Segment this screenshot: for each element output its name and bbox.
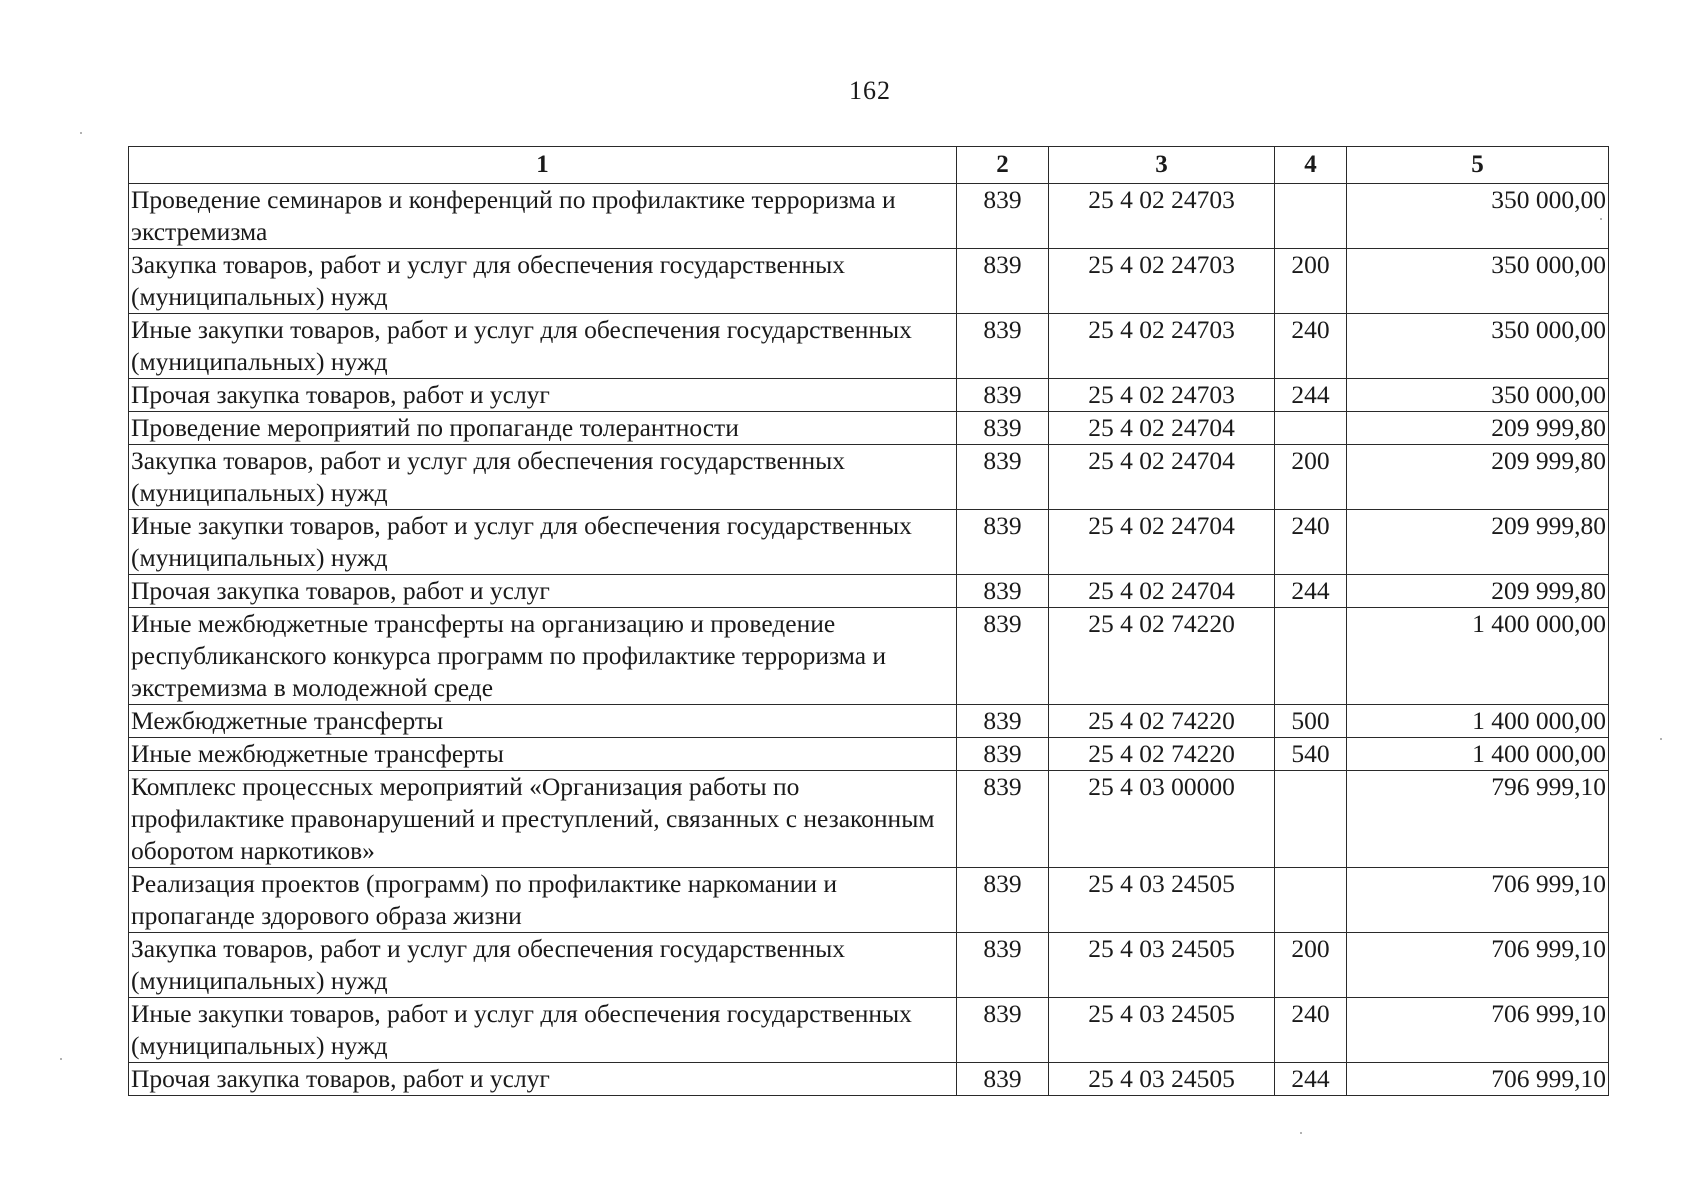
row-expense-type-cell: 240 [1275,314,1347,379]
table-row [129,1063,1609,1096]
table-row [129,184,1609,249]
row-sum-cell: 350 000,00 [1347,314,1609,379]
table-row [129,379,1609,412]
row-name-cell: Закупка товаров, работ и услуг для обеспечения государственных (муниципальных) нужд [129,249,957,314]
row-admin-code-cell: 839 [957,510,1049,575]
row-expense-type-cell: 200 [1275,445,1347,510]
table-row [129,445,1609,510]
row-expense-type-cell: 200 [1275,249,1347,314]
row-admin-code-cell: 839 [957,1063,1049,1096]
row-target-code-cell: 25 4 02 74220 [1049,705,1275,738]
scan-speck [60,1058,62,1060]
row-target-code-cell: 25 4 03 24505 [1049,933,1275,998]
row-name-cell: Прочая закупка товаров, работ и услуг [129,575,957,608]
budget-table [128,146,1609,1096]
row-target-code-cell: 25 4 02 24703 [1049,379,1275,412]
row-admin-code-cell: 839 [957,868,1049,933]
row-name-cell: Иные закупки товаров, работ и услуг для обеспечения государственных (муниципальных) нужд [129,998,957,1063]
row-sum-cell: 1 400 000,00 [1347,738,1609,771]
row-admin-code-cell: 839 [957,933,1049,998]
table-row [129,249,1609,314]
row-name-cell: Прочая закупка товаров, работ и услуг [129,379,957,412]
row-name-cell: Закупка товаров, работ и услуг для обеспечения государственных (муниципальных) нужд [129,933,957,998]
row-name-cell: Закупка товаров, работ и услуг для обеспечения государственных (муниципальных) нужд [129,445,957,510]
row-name-cell: Иные межбюджетные трансферты [129,738,957,771]
row-target-code-cell: 25 4 03 24505 [1049,998,1275,1063]
row-name-cell: Прочая закупка товаров, работ и услуг [129,1063,957,1096]
table-row [129,608,1609,705]
row-expense-type-cell [1275,184,1347,249]
table-row [129,510,1609,575]
scan-speck [1600,218,1602,220]
row-expense-type-cell [1275,608,1347,705]
header-row [129,147,1609,184]
row-expense-type-cell: 240 [1275,998,1347,1063]
table-row [129,738,1609,771]
row-target-code-cell: 25 4 02 24704 [1049,445,1275,510]
row-name-cell: Иные межбюджетные трансферты на организацию и проведение республиканского конкурса программ по профилактике терроризма и экстремизма в молодежной среде [129,608,957,705]
row-expense-type-cell [1275,771,1347,868]
row-target-code-cell: 25 4 03 24505 [1049,1063,1275,1096]
page-number: 162 [849,76,891,105]
row-target-code-cell: 25 4 02 24703 [1049,249,1275,314]
table-row [129,933,1609,998]
row-sum-cell: 796 999,10 [1347,771,1609,868]
row-admin-code-cell: 839 [957,575,1049,608]
row-sum-cell: 209 999,80 [1347,445,1609,510]
table-body [129,184,1609,1096]
row-admin-code-cell: 839 [957,314,1049,379]
scan-speck [80,132,82,134]
scan-speck [1660,738,1662,740]
row-target-code-cell: 25 4 02 24703 [1049,184,1275,249]
row-target-code-cell: 25 4 02 24703 [1049,314,1275,379]
row-expense-type-cell: 500 [1275,705,1347,738]
row-name-cell: Межбюджетные трансферты [129,705,957,738]
table-row [129,314,1609,379]
row-expense-type-cell [1275,868,1347,933]
row-sum-cell: 350 000,00 [1347,249,1609,314]
header-cell-type: 4 [1275,147,1347,184]
header-cell-code: 3 [1049,147,1275,184]
row-admin-code-cell: 839 [957,412,1049,445]
row-expense-type-cell: 540 [1275,738,1347,771]
table-row [129,868,1609,933]
scan-speck [1300,1132,1302,1134]
row-sum-cell: 706 999,10 [1347,1063,1609,1096]
row-expense-type-cell: 244 [1275,575,1347,608]
row-name-cell: Иные закупки товаров, работ и услуг для обеспечения государственных (муниципальных) нужд [129,314,957,379]
row-target-code-cell: 25 4 02 74220 [1049,738,1275,771]
row-expense-type-cell: 240 [1275,510,1347,575]
row-sum-cell: 209 999,80 [1347,412,1609,445]
row-admin-code-cell: 839 [957,184,1049,249]
row-sum-cell: 209 999,80 [1347,575,1609,608]
table-row [129,998,1609,1063]
table-row [129,771,1609,868]
row-sum-cell: 1 400 000,00 [1347,705,1609,738]
row-admin-code-cell: 839 [957,705,1049,738]
row-target-code-cell: 25 4 02 24704 [1049,510,1275,575]
row-expense-type-cell [1275,412,1347,445]
row-target-code-cell: 25 4 02 24704 [1049,412,1275,445]
row-sum-cell: 1 400 000,00 [1347,608,1609,705]
row-target-code-cell: 25 4 03 00000 [1049,771,1275,868]
row-sum-cell: 706 999,10 [1347,868,1609,933]
row-expense-type-cell: 200 [1275,933,1347,998]
row-sum-cell: 209 999,80 [1347,510,1609,575]
header-cell-name: 1 [129,147,957,184]
row-target-code-cell: 25 4 02 24704 [1049,575,1275,608]
header-cell-sum: 5 [1347,147,1609,184]
row-name-cell: Проведение мероприятий по пропаганде толерантности [129,412,957,445]
row-admin-code-cell: 839 [957,249,1049,314]
row-admin-code-cell: 839 [957,445,1049,510]
header-cell-admin: 2 [957,147,1049,184]
row-name-cell: Проведение семинаров и конференций по профилактике терроризма и экстремизма [129,184,957,249]
row-sum-cell: 350 000,00 [1347,379,1609,412]
row-name-cell: Реализация проектов (программ) по профилактике наркомании и пропаганде здорового образа жизни [129,868,957,933]
row-admin-code-cell: 839 [957,608,1049,705]
row-admin-code-cell: 839 [957,379,1049,412]
row-expense-type-cell: 244 [1275,379,1347,412]
row-admin-code-cell: 839 [957,998,1049,1063]
row-sum-cell: 350 000,00 [1347,184,1609,249]
row-name-cell: Иные закупки товаров, работ и услуг для обеспечения государственных (муниципальных) нужд [129,510,957,575]
table-row [129,412,1609,445]
row-sum-cell: 706 999,10 [1347,933,1609,998]
row-sum-cell: 706 999,10 [1347,998,1609,1063]
table-row [129,705,1609,738]
row-admin-code-cell: 839 [957,771,1049,868]
row-name-cell: Комплекс процессных мероприятий «Организация работы по профилактике правонарушений и преступлений, связанных с незаконным оборотом наркотиков» [129,771,957,868]
row-admin-code-cell: 839 [957,738,1049,771]
table-row [129,575,1609,608]
row-target-code-cell: 25 4 03 24505 [1049,868,1275,933]
row-expense-type-cell: 244 [1275,1063,1347,1096]
row-target-code-cell: 25 4 02 74220 [1049,608,1275,705]
